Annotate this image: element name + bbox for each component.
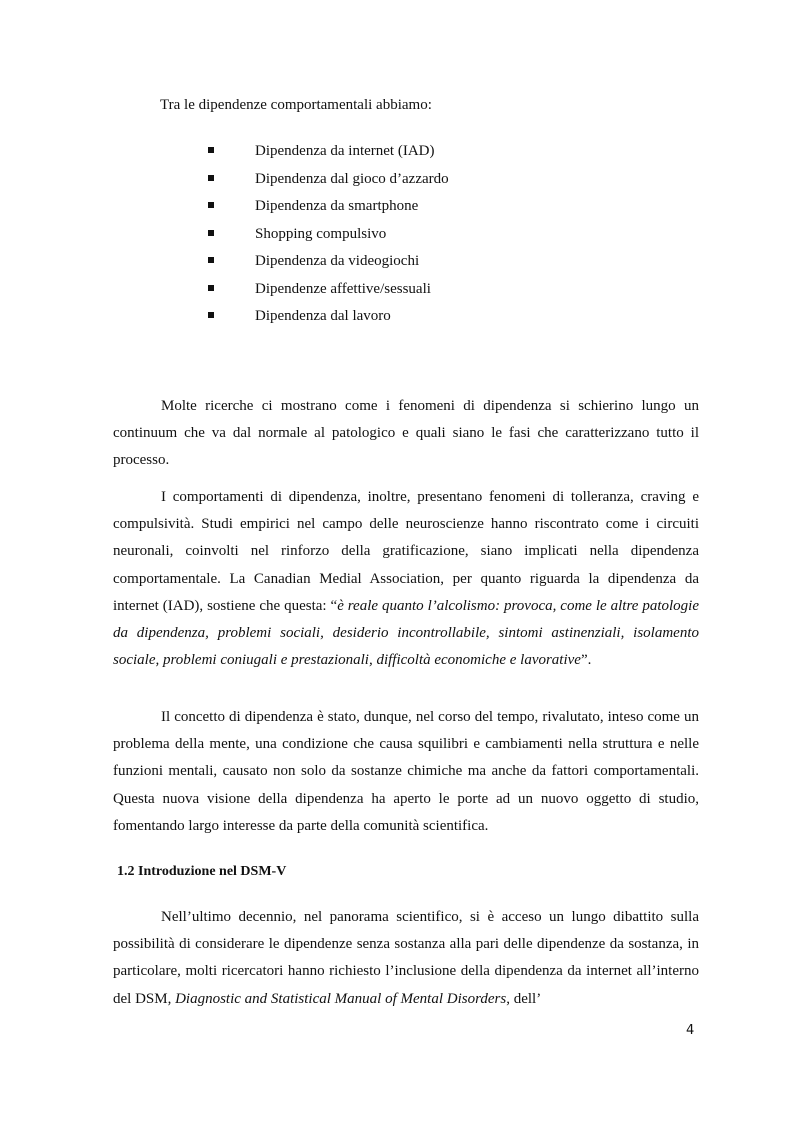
italic-manual-title: Diagnostic and Statistical Manual of Mental Disorders <box>175 990 507 1007</box>
square-bullet-icon <box>208 312 214 318</box>
list-item-text: Dipendenze affettive/sessuali <box>255 280 431 297</box>
italic-quote: è reale quanto l’alcolismo: provoca, come le altre patologie da dipendenza, problemi sociali, desiderio incontrollabile, sintomi astinenziali, isolamento sociale, problemi coniugali e prestazionali, difficoltà economiche e lavorative <box>113 597 699 669</box>
paragraph-dsm-debate <box>113 904 699 1013</box>
paragraph-text: I comportamenti di dipendenza, inoltre, presentano fenomeni di tolleranza, craving e compulsività. Studi empirici nel campo delle neuroscienze hanno riscontrato come i circuiti neuronali, coinvolti nel rinforzo della gratificazione, siano implicati nella dipendenza comportamentale. La Canadian Medial Association, per quanto riguarda la dipendenza da internet (IAD), sostiene che questa: “ <box>113 489 699 614</box>
paragraph-continuum: Molte ricerche ci mostrano come i fenomeni di dipendenza si schierino lungo un continuum che va dal normale al patologico e quali siano le fasi che caratterizzano tutto il processo. <box>113 398 699 469</box>
square-bullet-icon <box>208 202 214 208</box>
section-heading: 1.2 Introduzione nel DSM-V <box>117 864 287 879</box>
list-item-text: Dipendenza da internet (IAD) <box>255 143 435 159</box>
paragraph-text: Nell’ultimo decennio, nel panorama scientifico, si è acceso un lungo dibattito sulla possibilità di considerare le dipendenze senza sostanza alla pari delle dipendenze da sostanza, in particolare, molti ricercatori hanno richiesto l’inclusione della dipendenza da internet all’interno del DSM, <box>113 909 699 1007</box>
page-number: 4 <box>686 1023 695 1038</box>
list-item-text: Dipendenza dal gioco d’azzardo <box>255 170 449 187</box>
paragraph-text: , dell’ <box>506 990 542 1007</box>
list-item-text: Dipendenza da smartphone <box>255 198 419 214</box>
paragraph-text: ”. <box>580 652 592 669</box>
square-bullet-icon <box>208 175 214 181</box>
list-item-text: Shopping compulsivo <box>255 225 387 242</box>
square-bullet-icon <box>208 147 214 153</box>
square-bullet-icon <box>208 285 214 291</box>
paragraph-concept-of-addiction: Il concetto di dipendenza è stato, dunque, nel corso del tempo, rivalutato, inteso come un problema della mente, una condizione che causa squilibri e cambiamenti nella struttura e nelle funzioni mentali, causato non solo da sostanze chimiche ma anche da fattori comportamentali. Questa nuova visione della dipendenza ha aperto le porte ad un nuovo oggetto di studio, fomentando largo interesse da parte della comunità scientifica. <box>113 709 699 834</box>
paragraph-tolerance-craving <box>113 484 699 674</box>
list-intro: Tra le dipendenze comportamentali abbiamo: <box>160 97 432 113</box>
square-bullet-icon <box>208 230 214 236</box>
list-item-text: Dipendenza da videogiochi <box>255 253 420 269</box>
square-bullet-icon <box>208 257 214 263</box>
list-item-text: Dipendenza dal lavoro <box>255 308 391 324</box>
